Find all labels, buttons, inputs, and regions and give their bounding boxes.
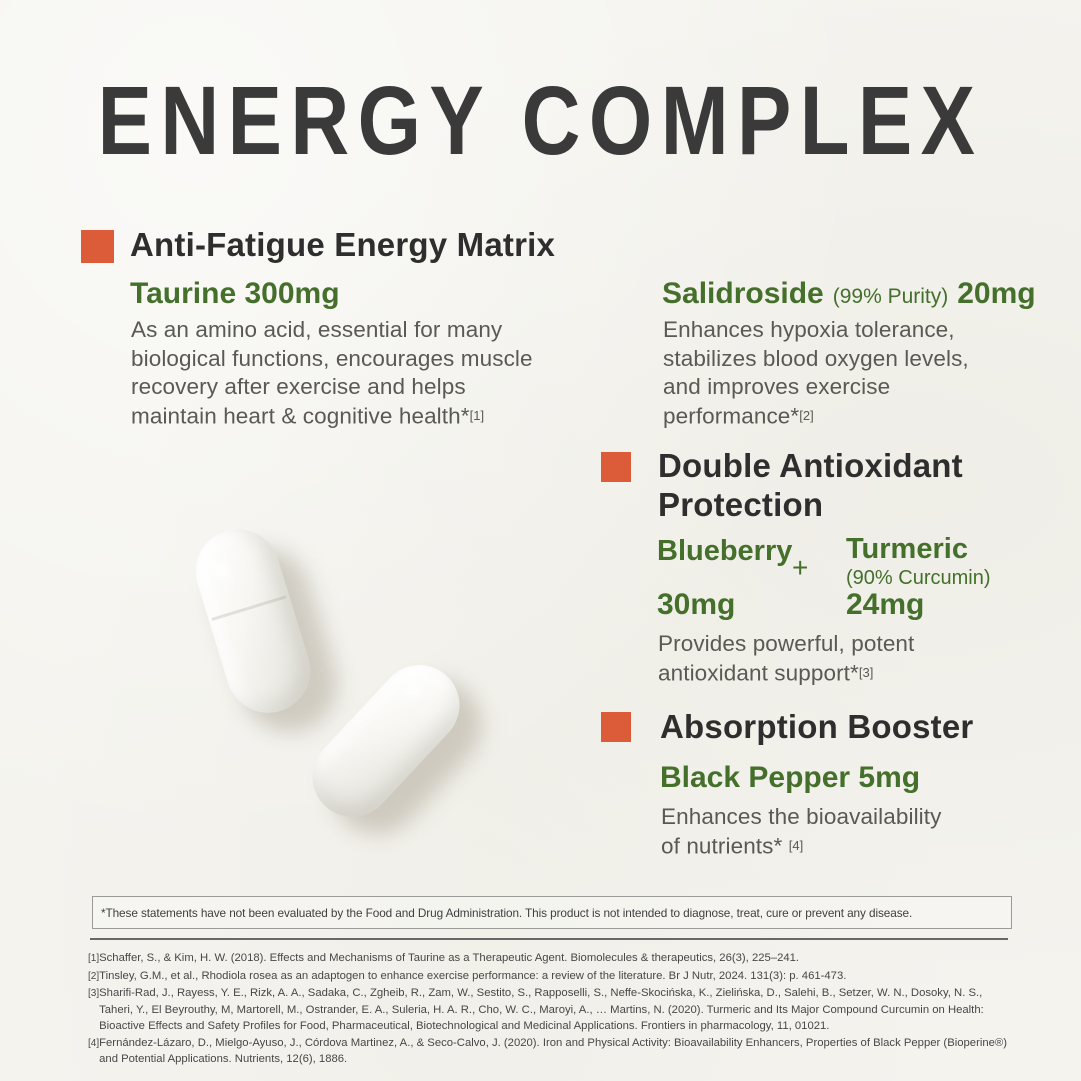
reference-item [88,985,1012,1035]
capsule-seam [211,595,287,621]
reference-item [88,1035,1012,1068]
orange-square-bullet-icon [81,230,114,263]
orange-square-bullet-icon [601,452,631,482]
reference-item [88,950,1012,968]
ingredient-taurine-description: As an amino acid, essential for many biological functions, encourages muscle recovery after exercise and helps maintain heart & cognitive health*[1] [131,317,533,429]
divider-line [90,938,1008,940]
ingredient-turmeric-amount: 24mg [846,588,925,621]
section-heading-absorption: Absorption Booster [660,708,974,745]
reference-number: [4] [88,1037,100,1049]
ingredient-blueberry-amount: 30mg [657,588,736,621]
ingredient-salidroside-description: Enhances hypoxia tolerance, stabilizes blood oxygen levels, and improves exercise performance*[2] [663,317,969,429]
ingredient-blueberry-name: Blueberry [657,535,793,567]
orange-square-bullet-icon [601,712,631,742]
fda-disclaimer-box [92,896,1012,929]
reference-item [88,968,1012,986]
reference-marker: [4] [788,837,804,853]
ingredient-turmeric-name: Turmeric [846,533,968,565]
ingredient-black-pepper-name: Black Pepper 5mg [660,761,921,794]
references-list [88,950,1012,1068]
ingredient-salidroside-amount: 20mg [957,277,1036,310]
ingredient-turmeric-note: (90% Curcumin) [846,567,991,589]
ingredient-salidroside [662,277,1036,311]
reference-number: [2] [88,970,100,982]
reference-text: Fernández-Lázaro, D., Mielgo-Ayuso, J., Córdova Martinez, A., & Seco-Calvo, J. (2020). Iron and Physical Activity: Bioavailability Enhancers, Properties of Black Pepper (Bioperine®) and Potential Applications. Nutrients, 12(6), 1886. [99,1036,1008,1065]
antioxidant-description: Provides powerful, potent antioxidant support*[3] [658,631,915,686]
reference-text: Tinsley, G.M., et al., Rhodiola rosea as an adaptogen to enhance exercise performance: a review of the literature. Br J Nutr, 2024. 131(3): p. 461-473. [99,969,847,982]
reference-number: [1] [88,953,100,964]
reference-text: Sharifi-Rad, J., Rayess, Y. E., Rizk, A. A., Sadaka, C., Zgheib, R., Zam, W., Sestito, S., Rapposelli, S., Neffe-Skocińska, K., Zielińska, D., Salehi, B., Setzer, W. N., Dosoky, N. S., Taheri, Y., El Beyrouthy, M, Martorell, M., Ostrander, E. A., Suleria, H. A. R., Cho, W. C., Maroyi, A., … Martins, N. (2020). Turmeric and Its Major Compound Curcumin on Health: Bioactive Effects and Safety Profiles for Food, Pharmaceutical, Biotechnological and Medicinal Applications. Frontiers in pharmacology, 11, 01021. [99,987,984,1032]
ingredient-salidroside-name: Salidroside [662,277,824,310]
ingredient-taurine [130,277,340,311]
reference-number: [3] [88,988,100,999]
section-heading-anti-fatigue: Anti-Fatigue Energy Matrix [130,226,556,263]
reference-marker: [3] [858,664,874,680]
reference-text: Schaffer, S., & Kim, H. W. (2018). Effects and Mechanisms of Taurine as a Therapeutic Agent. Biomolecules & therapeutics, 26(3), 225–241. [99,952,800,964]
fda-disclaimer-text: *These statements have not been evaluated by the Food and Drug Administration. This product is not intended to diagnose, treat, cure or prevent any disease. [101,905,913,920]
page-title: ENERGY COMPLEX [97,66,984,175]
reference-marker: [1] [469,407,485,423]
plus-sign: + [792,552,809,583]
ingredient-salidroside-purity: (99% Purity) [832,285,949,308]
ingredient-taurine-name: Taurine 300mg [130,277,340,310]
reference-marker: [2] [799,407,814,423]
section-heading-antioxidant: Double Antioxidant Protection [658,447,963,523]
absorption-description: Enhances the bioavailability of nutrients* [4] [661,804,942,859]
